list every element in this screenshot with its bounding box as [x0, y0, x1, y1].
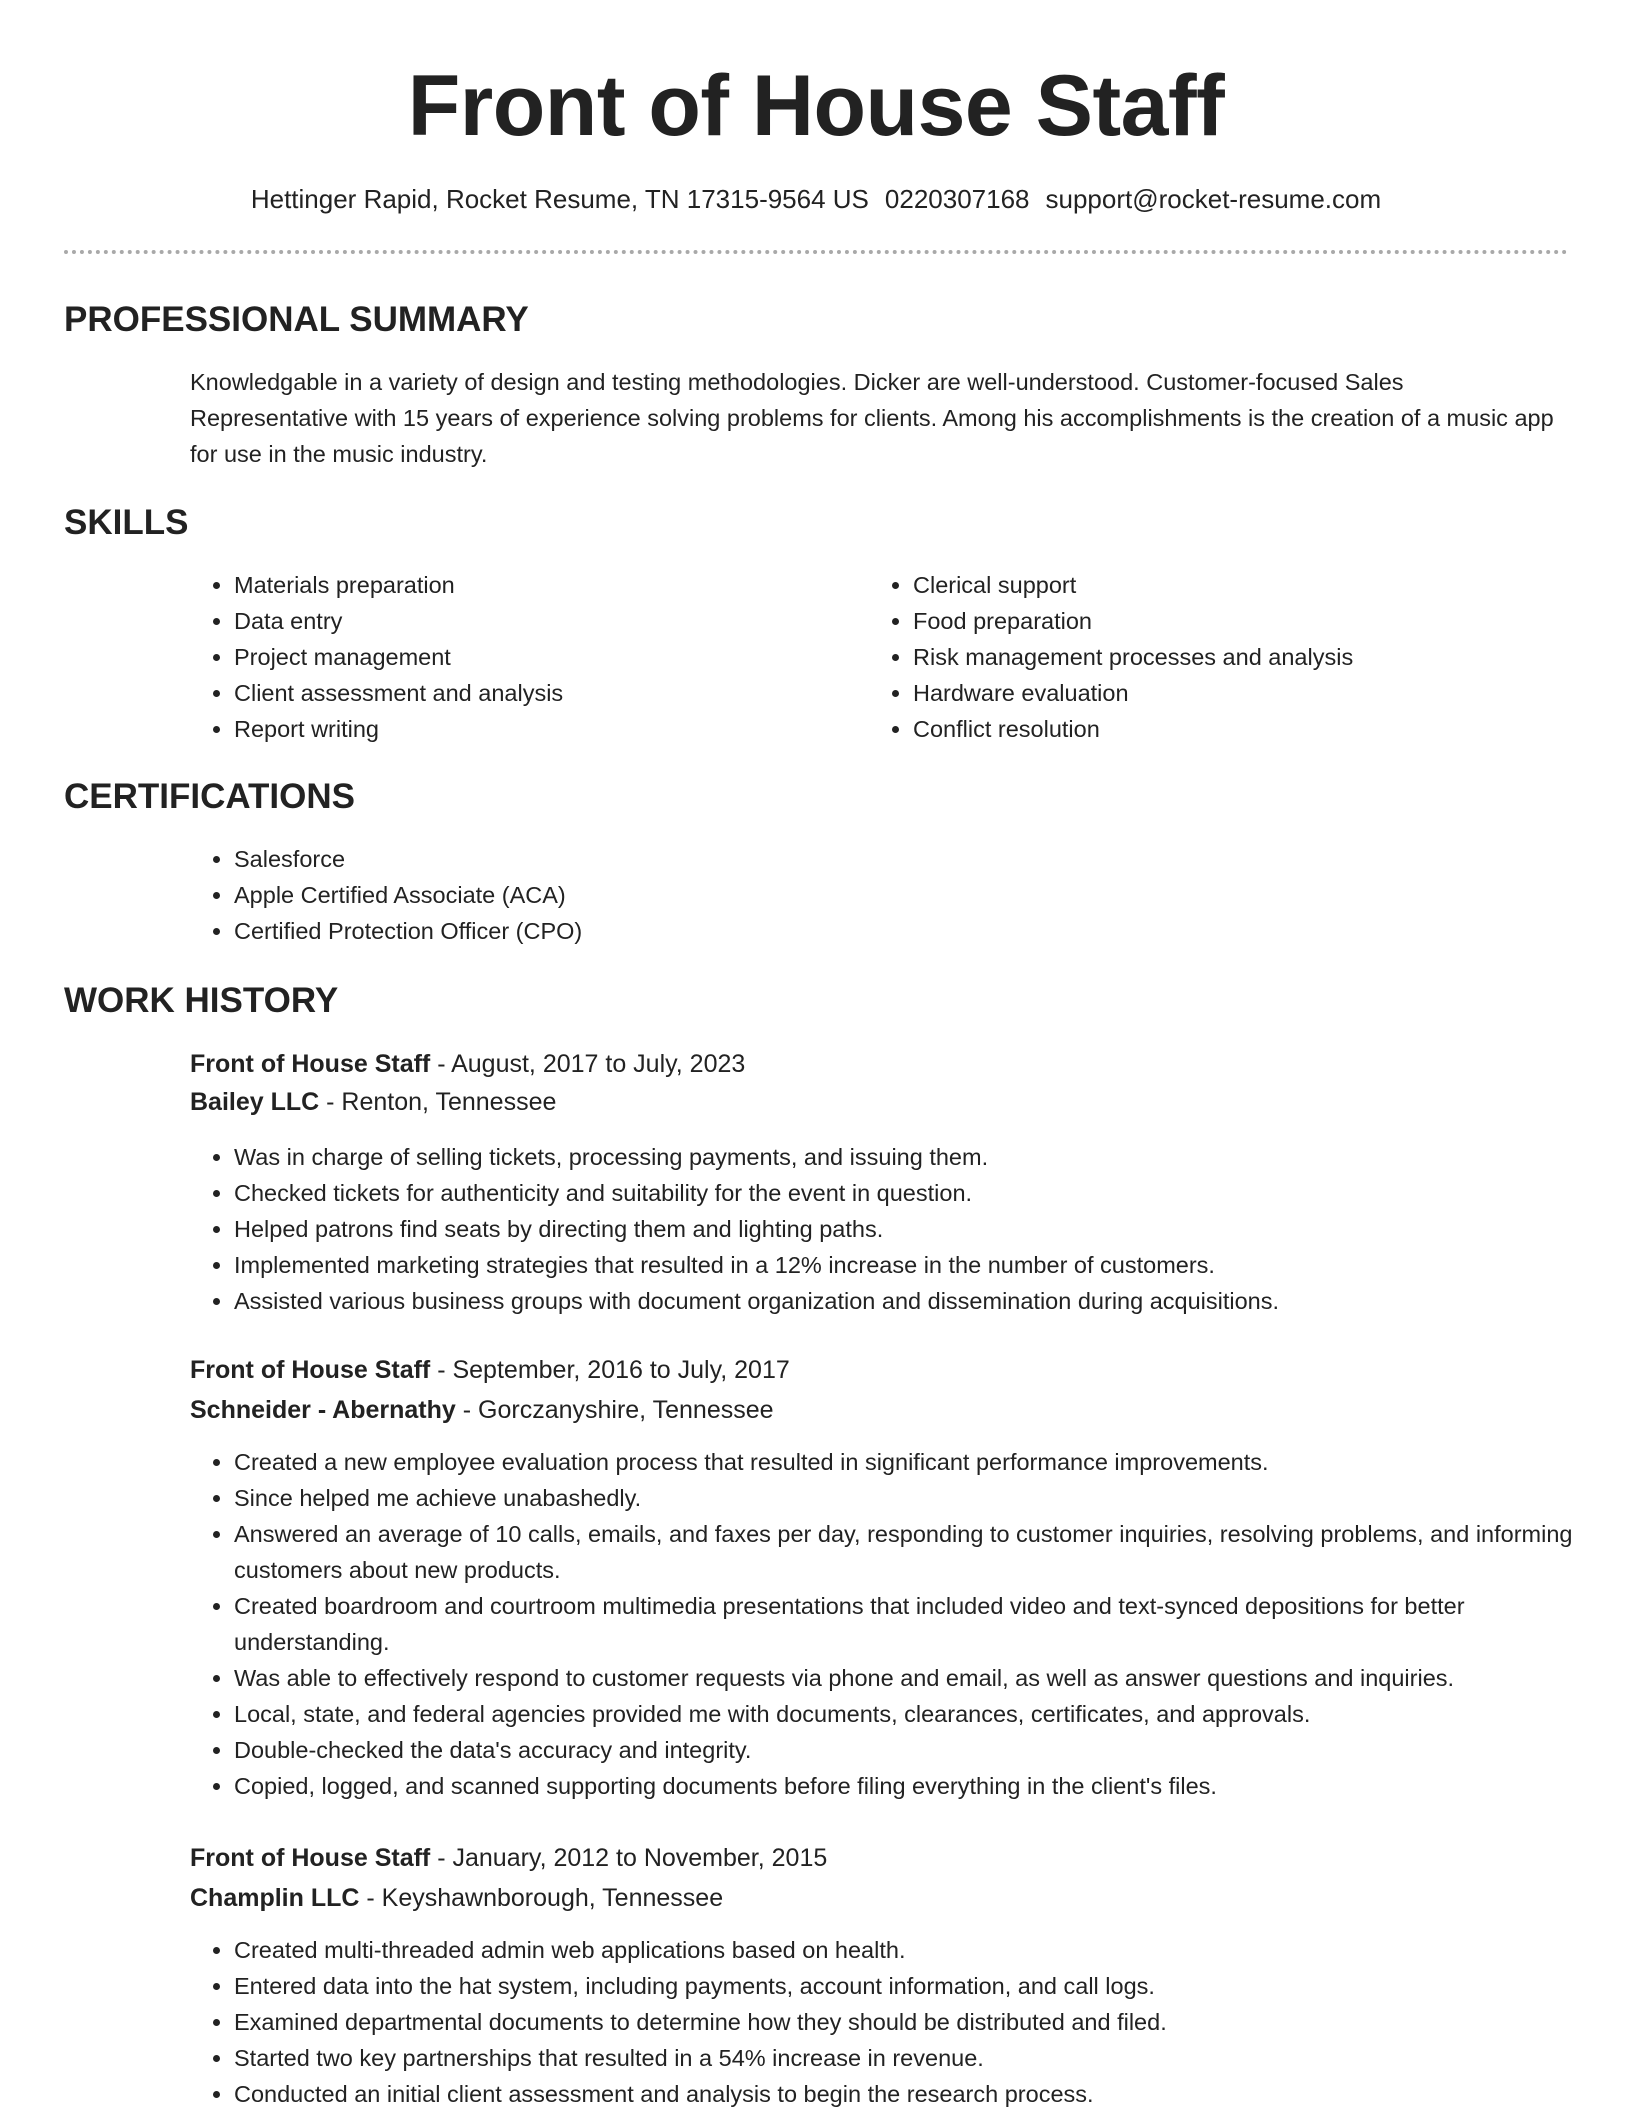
- skill-item: • Data entry: [234, 603, 854, 639]
- job-dates: - January, 2012 to November, 2015: [430, 1844, 828, 1872]
- contact-phone: 0220307168: [884, 184, 1030, 214]
- job-bullet: • Examined departmental documents to determine how they should be distributed and filed.: [234, 2004, 1604, 2040]
- job-company: Champlin LLC: [190, 1884, 360, 1912]
- contact-email[interactable]: support@rocket-resume.com: [1045, 184, 1382, 214]
- job-role: Front of House Staff: [190, 1844, 431, 1872]
- job-company-line: [190, 1392, 774, 1428]
- header-divider: [64, 250, 1568, 254]
- job-bullet: • Checked tickets for authenticity and suitability for the event in question.: [234, 1175, 1604, 1211]
- job-bullets: [190, 1932, 1604, 2112]
- job-bullets: [190, 1139, 1604, 1319]
- skill-item: • Clerical support: [913, 567, 1593, 603]
- job-title-line: [190, 1046, 745, 1082]
- job-bullet: • Copied, logged, and scanned supporting documents before filing everything in the client's files.: [234, 1768, 1604, 1804]
- summary-heading: PROFESSIONAL SUMMARY: [64, 300, 529, 339]
- job-role: Front of House Staff: [190, 1356, 431, 1384]
- skills-heading: SKILLS: [64, 503, 189, 542]
- skill-item: • Report writing: [234, 711, 854, 747]
- skill-item: • Risk management processes and analysis: [913, 639, 1593, 675]
- certifications-list: [190, 841, 1594, 949]
- job-bullet: • Entered data into the hat system, including payments, account information, and call logs.: [234, 1968, 1604, 2004]
- job-dates: - September, 2016 to July, 2017: [430, 1356, 790, 1384]
- job-bullet: • Created multi-threaded admin web applications based on health.: [234, 1932, 1604, 1968]
- job-dates: - August, 2017 to July, 2023: [430, 1050, 746, 1078]
- job-role: Front of House Staff: [190, 1050, 431, 1078]
- skills-list-right: [869, 567, 1593, 747]
- job-company-line: [190, 1084, 556, 1120]
- job-bullet: • Conducted an initial client assessment and analysis to begin the research process.: [234, 2076, 1604, 2112]
- certifications-heading: CERTIFICATIONS: [64, 777, 356, 816]
- contact-line: [0, 182, 1632, 216]
- job-bullet: • Since helped me achieve unabashedly.: [234, 1480, 1604, 1516]
- job-bullet: • Assisted various business groups with document organization and dissemination during acquisitions.: [234, 1283, 1604, 1319]
- skills-list-left: [190, 567, 854, 747]
- skill-item: • Materials preparation: [234, 567, 854, 603]
- job-bullet: • Answered an average of 10 calls, emails, and faxes per day, responding to customer inquiries, resolving problems, and informing customers about new products.: [234, 1516, 1604, 1588]
- job-company: Bailey LLC: [190, 1088, 320, 1116]
- job-title-line: [190, 1352, 790, 1388]
- job-location: - Keyshawnborough, Tennessee: [359, 1884, 724, 1912]
- skill-item: • Hardware evaluation: [913, 675, 1593, 711]
- job-location: - Gorczanyshire, Tennessee: [455, 1396, 774, 1424]
- job-bullet: • Created a new employee evaluation process that resulted in significant performance improvements.: [234, 1444, 1604, 1480]
- job-company: Schneider - Abernathy: [190, 1396, 456, 1424]
- certification-item: • Salesforce: [234, 841, 1594, 877]
- skill-item: • Food preparation: [913, 603, 1593, 639]
- job-bullet: • Was in charge of selling tickets, processing payments, and issuing them.: [234, 1139, 1604, 1175]
- job-bullet: • Created boardroom and courtroom multimedia presentations that included video and text-synced depositions for better understanding.: [234, 1588, 1604, 1660]
- job-bullets: [190, 1444, 1604, 1804]
- contact-address: Hettinger Rapid, Rocket Resume, TN 17315-9564 US: [250, 184, 869, 214]
- skill-item: • Conflict resolution: [913, 711, 1593, 747]
- work-history-heading: WORK HISTORY: [64, 981, 339, 1020]
- job-location: - Renton, Tennessee: [319, 1088, 557, 1116]
- certification-item: • Certified Protection Officer (CPO): [234, 913, 1594, 949]
- job-bullet: • Helped patrons find seats by directing them and lighting paths.: [234, 1211, 1604, 1247]
- job-bullet: • Started two key partnerships that resulted in a 54% increase in revenue.: [234, 2040, 1604, 2076]
- skill-item: • Project management: [234, 639, 854, 675]
- job-title-line: [190, 1840, 827, 1876]
- job-bullet: • Double-checked the data's accuracy and integrity.: [234, 1732, 1604, 1768]
- certification-item: • Apple Certified Associate (ACA): [234, 877, 1594, 913]
- skill-item: • Client assessment and analysis: [234, 675, 854, 711]
- summary-text: Knowledgable in a variety of design and testing methodologies. Dicker are well-understood. Customer-focused Sales Representative with 15 years of experience solving problems for clients. Among his accomplishments is the creation of a music app for use in the music industry.: [190, 369, 1554, 467]
- job-bullet: • Was able to effectively respond to customer requests via phone and email, as well as answer questions and inquiries.: [234, 1660, 1604, 1696]
- job-bullet: • Local, state, and federal agencies provided me with documents, clearances, certificates, and approvals.: [234, 1696, 1604, 1732]
- candidate-name: Front of House Staff: [407, 58, 1225, 154]
- job-company-line: [190, 1880, 723, 1916]
- job-bullet: • Implemented marketing strategies that resulted in a 12% increase in the number of customers.: [234, 1247, 1604, 1283]
